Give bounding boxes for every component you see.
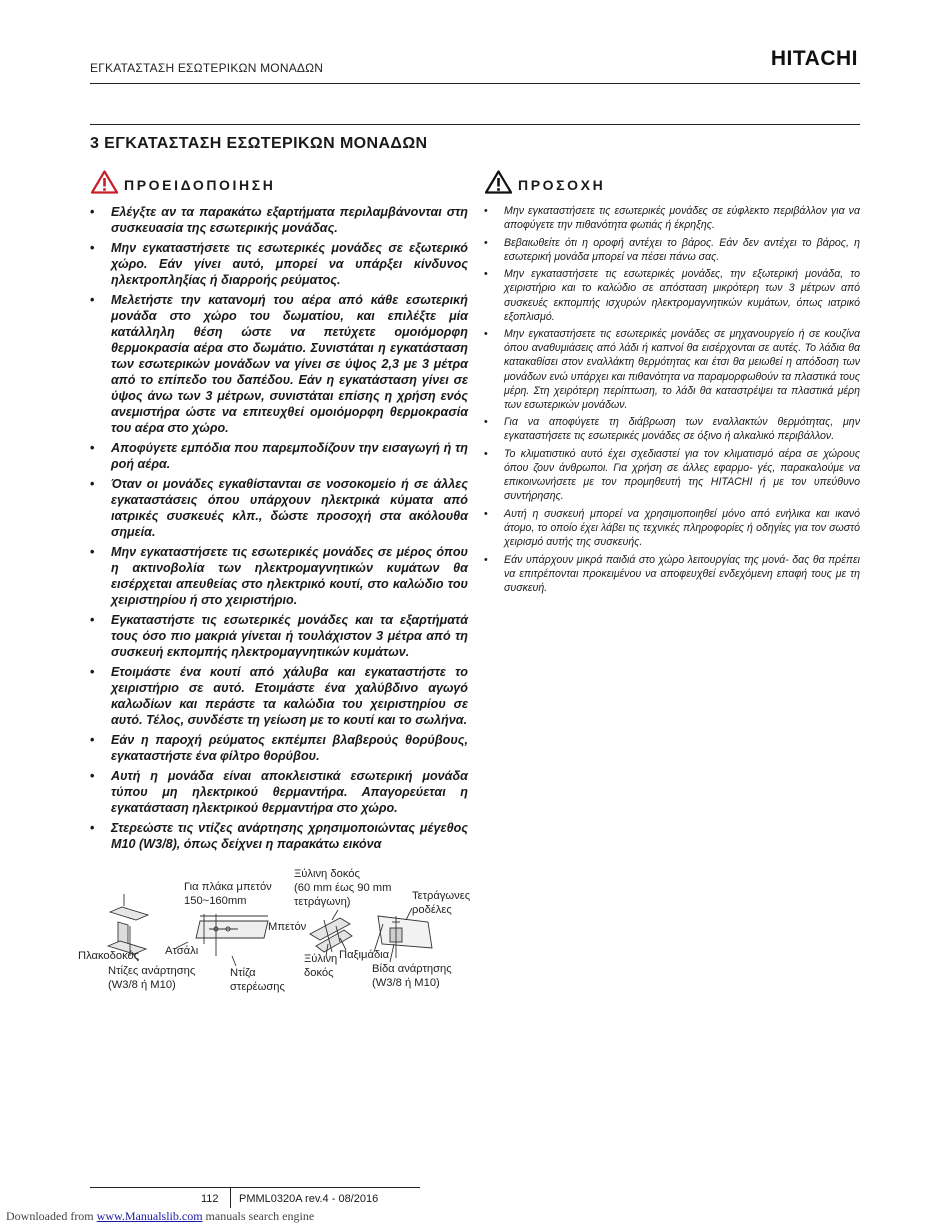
caution-item: • Μην εγκαταστήσετε τις εσωτερικές μονάδες σε μηχανουργείο ή σε κουζίνα όπου αναθυμιάσεις από λάδι ή καπνοί θα εισέρχονται σε αυτές. Το λάδια θα κατακαθίσει στον εναλλάκτη θερμότητας και έτσι θα μειωθεί η απόδοση των μονάδων ενώ υπάρχει και πιθανότητα να παραμορφωθούν τα πλαστικά τους μέρη. Στη χειρότερη περίπτωση, το λάδι θα καταστρέψει τα πλαστικά μέρη των εσωτερικών μονάδων. [484, 327, 860, 412]
caution-item: • Βεβαιωθείτε ότι η οροφή αντέχει το βάρος. Εάν δεν αντέχει το βάρος, η εσωτερική μονάδα μπορεί να πέσει πάνω σας. [484, 236, 860, 264]
fig-label-anchor-rod: Ντίζα στερέωσης [230, 967, 285, 993]
caution-item: • Μην εγκαταστήσετε τις εσωτερικές μονάδες, την εξωτερική μονάδα, το χειριστήριο και το καλώδιο σε απόσταση μικρότερη των 3 μέτρων από συσκευές εκπομπής ισχυρών ηλεκτρομαγνητικών κυμάτων, όπως ιατρικό εξοπλισμό. [484, 267, 860, 323]
fig-label-plate: Για πλάκα μπετόν 150~160mm [184, 881, 272, 907]
warning-item: • Εγκαταστήστε τις εσωτερικές μονάδες και τα εξαρτήματά τους όσο πιο μακριά γίνεται ή τουλάχιστον 3 μέτρα από τη συσκευή εκπομπής ηλεκτρομαγνητικών κυμάτων. [90, 612, 468, 660]
warning-item: • Εάν η παροχή ρεύματος εκπέμπει βλαβερούς θορύβους, εγκαταστήστε ένα φίλτρο θορύβου. [90, 732, 468, 764]
caution-triangle-icon [485, 170, 512, 199]
warning-item: • Αποφύγετε εμπόδια που παρεμποδίζουν την εισαγωγή ή τη ροή αέρα. [90, 440, 468, 472]
warning-item: • Ελέγξτε αν τα παρακάτω εξαρτήματα περιλαμβάνονται στη συσκευασία της εσωτερικής μονάδας. [90, 204, 468, 236]
section-rule [90, 124, 860, 125]
warning-list [90, 204, 468, 856]
caution-label: ΠΡΟΣΟΧΗ [518, 176, 606, 193]
footer-rule [90, 1187, 420, 1188]
warning-item: • Μελετήστε την κατανομή του αέρα από κάθε εσωτερική μονάδα στο χώρο του δωματίου, και επιλέξτε μία κατάλληλη θέση ώστε να πετύχετε ομοιόμορφη θερμοκρασία αέρα στο δωμάτιο. Συνιστάται η εγκατάσταση των εσωτερικών μονάδων να γίνει σε ύψος 2,3 με 3 μέτρα από το επίπεδο του δαπέδου. Εάν η εγκατάσταση γίνει σε ύψος άνω των 3 μέτρων, συνιστάται επίσης η χρήση ενός ανεμιστήρα ώστε να επιτευχθεί ομοιόμορφη θερμοκρασία του αέρα στο χώρο. [90, 292, 468, 436]
fig-label-wood-beam: Ξύλινη δοκός [304, 953, 338, 979]
warning-item: • Μην εγκαταστήσετε τις εσωτερικές μονάδες σε μέρος όπου η ακτινοβολία των ηλεκτρομαγνητικών κυμάτων θα εισέρχεται απευθείας στο ηλεκτρικό κουτί, στο καλώδιο του χειριστηρίου ή στο χειριστήριο. [90, 544, 468, 608]
header-title: ΕΓΚΑΤΑΣΤΑΣΗ ΕΣΩΤΕΡΙΚΩΝ ΜΟΝΑΔΩΝ [90, 61, 324, 75]
document-reference: PMML0320A rev.4 - 08/2016 [239, 1193, 379, 1205]
fig-label-hanging-rods: Ντίζες ανάρτησης (W3/8 ή M10) [108, 965, 196, 991]
fig-label-hanging-bolt: Βίδα ανάρτησης (W3/8 ή M10) [372, 963, 452, 989]
warning-item: • Μην εγκαταστήσετε τις εσωτερικές μονάδες σε εξωτερικό χώρο. Εάν γίνει αυτό, μπορεί να υπάρξει κίνδυνος ηλεκτροπληξίας ή διαρροής ρεύματος. [90, 240, 468, 288]
fig-label-steel: Ατσάλι [165, 945, 199, 957]
manualslib-link[interactable]: www.Manualslib.com [96, 1209, 203, 1223]
caution-heading [485, 170, 605, 199]
footer-divider [230, 1188, 231, 1208]
caution-item: • Το κλιματιστικό αυτό έχει σχεδιαστεί για τον κλιματισμό αέρα σε χώρους όπου ζουν άνθρωποι. Για χρήση σε άλλες εφαρμο- γές, παρακαλούμε να επικοινωνήσετε με τον προμηθευτή της HITACHI ή με τον υπεύθυνο συντήρησης. [484, 447, 860, 503]
warning-item: • Όταν οι μονάδες εγκαθίστανται σε νοσοκομείο ή σε άλλες εγκαταστάσεις όπου υπάρχουν ηλεκτρικά κύματα από ιατρικές συσκευές κλπ., δώστε προσοχή στα ακόλουθα σημεία. [90, 476, 468, 540]
header-rule [90, 83, 860, 84]
page-number: 112 [201, 1193, 219, 1205]
warning-item: • Αυτή η μονάδα είναι αποκλειστικά εσωτερική μονάδα τύπου μη ηλεκτρικού θερμαντήρα. Απαγορεύεται η εγκατάσταση ηλεκτρικού θερμαντήρα στο χώρο. [90, 768, 468, 816]
warning-triangle-icon [91, 170, 118, 199]
fig-label-girder: Πλακοδοκός [78, 950, 140, 962]
fig-label-shims: Παξιμάδια [339, 949, 390, 961]
brand-logo: HITACHI [770, 47, 858, 70]
caution-item: • Αυτή η συσκευή μπορεί να χρησιμοποιηθεί μόνο από ενήλικα και ικανό άτομο, το οποίο έχει λάβει τις τεχνικές πληροφορίες ή οδηγίες για τον σωστό χειρισμό αυτής της συσκευής. [484, 507, 860, 549]
download-suffix: manuals search engine [202, 1209, 315, 1223]
warning-item: • Ετοιμάστε ένα κουτί από χάλυβα και εγκαταστήστε το χειριστήριο σε αυτό. Ετοιμάστε ένα χαλύβδινο αγωγό καλωδίων και περάστε τα καλώδια του χειριστηρίου σε αυτό. Τέλος, συνδέστε τη γείωση με το κουτί και το σωλήνα. [90, 664, 468, 728]
warning-label: ΠΡΟΕΙΔΟΠΟΙΗΣΗ [124, 176, 276, 193]
caution-item: • Για να αποφύγετε τη διάβρωση των εναλλακτών θερμότητας, μην εγκαταστήσετε τις εσωτερικές μονάδες σε όξινο ή αλκαλικό περιβάλλον. [484, 415, 860, 443]
download-notice [6, 1209, 314, 1224]
hanging-rod-figure [78, 866, 488, 996]
caution-list [484, 204, 860, 598]
fig-label-square-washers: Τετράγωνες ροδέλες [412, 890, 471, 916]
caution-item: • Μην εγκαταστήσετε τις εσωτερικές μονάδες σε εύφλεκτο περιβάλλον για να αποφύγετε την πιθανότητα φωτιάς ή έκρηξης. [484, 204, 860, 232]
fig-label-concrete: Μπετόν [268, 921, 307, 933]
caution-item: • Εάν υπάρχουν μικρά παιδιά στο χώρο λειτουργίας της μονά- δας θα πρέπει να επιτρέπονται προκειμένου να αποφευχθεί ενδεχόμενη επαφή τους με τη συσκευή. [484, 553, 860, 595]
download-prefix: Downloaded from [6, 1209, 97, 1223]
warning-item: • Στερεώστε τις ντίζες ανάρτησης χρησιμοποιώντας μέγεθος Μ10 (W3/8), όπως δείχνει η παρακάτω εικόνα [90, 820, 468, 852]
fig-label-beam: Ξύλινη δοκός (60 mm έως 90 mm τετράγωνη) [294, 868, 392, 908]
section-title: 3 ΕΓΚΑΤΑΣΤΑΣΗ ΕΣΩΤΕΡΙΚΩΝ ΜΟΝΑΔΩΝ [90, 135, 428, 152]
warning-heading [91, 170, 275, 199]
